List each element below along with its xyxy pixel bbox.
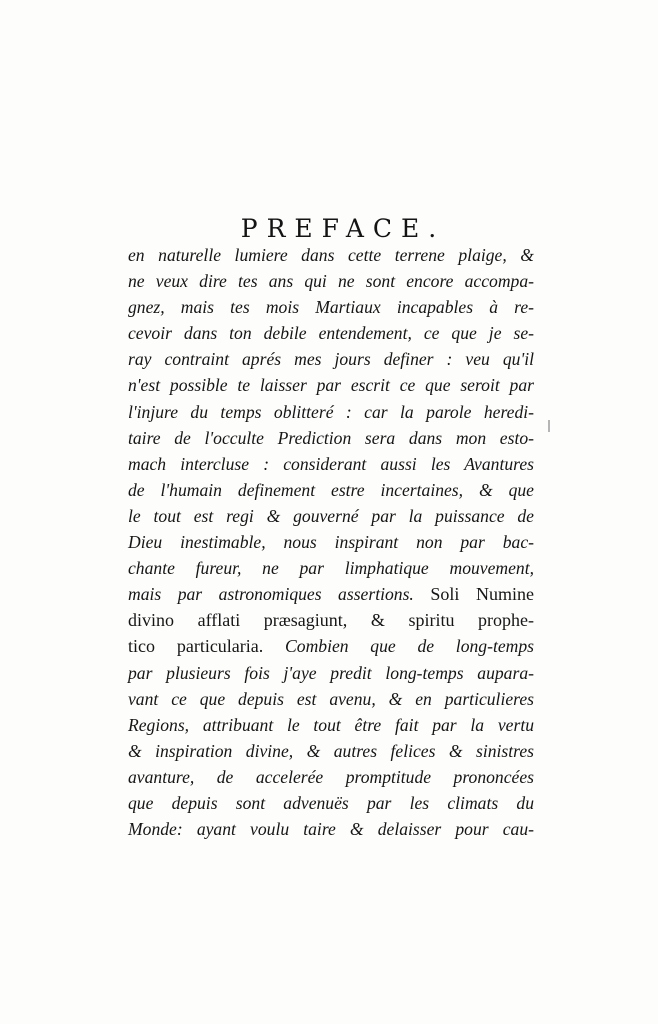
text-line (128, 607, 534, 633)
text-line (128, 712, 534, 738)
text-line (128, 738, 534, 764)
text-segment: l'injure du temps oblitteré : car la parole heredi- (128, 401, 534, 422)
text-line (128, 294, 534, 320)
text-segment: gnez, mais tes mois Martiaux incapables à re- (128, 297, 534, 318)
text-segment: chante fureur, ne par limphatique mouvement, (128, 558, 534, 579)
text-line (128, 790, 534, 816)
text-segment: mach intercluse : considerant aussi les Avantures (128, 453, 534, 474)
text-segment: Combien que de long-temps (263, 636, 534, 657)
text-line (128, 764, 534, 790)
text-line (128, 633, 534, 659)
text-segment: que depuis sont advenuës par les climats du (128, 792, 534, 813)
running-head: PREFACE. (240, 214, 446, 243)
text-line (128, 555, 534, 581)
text-segment: Dieu inestimable, nous inspirant non par bac- (128, 532, 534, 553)
text-line (128, 268, 534, 294)
text-segment: en naturelle lumiere dans cette terrene plaige, & (128, 245, 534, 265)
text-line (128, 581, 534, 607)
text-line (128, 660, 534, 686)
text-segment: n'est possible te laisser par escrit ce que seroit par (128, 375, 534, 396)
text-line (128, 686, 534, 712)
text-line (128, 816, 534, 842)
text-segment: Monde: ayant voulu taire & delaisser pour cau- (128, 819, 534, 840)
text-line (128, 346, 534, 372)
text-line (128, 451, 534, 477)
text-segment: cevoir dans ton debile entendement, ce que je se- (128, 323, 534, 344)
text-line (128, 242, 534, 268)
text-segment: ray contraint aprés mes jours definer : veu qu'il (128, 349, 534, 370)
text-line (128, 503, 534, 529)
text-line (128, 320, 534, 346)
text-segment: le tout est regi & gouverné par la puissance de (128, 505, 534, 526)
text-segment: vant ce que depuis est avenu, & en particulieres (128, 688, 534, 709)
text-line (128, 529, 534, 555)
text-line (128, 372, 534, 398)
text-line (128, 425, 534, 451)
text-segment: mais par astronomiques assertions. (128, 584, 414, 605)
text-line (128, 477, 534, 503)
text-segment: par plusieurs fois j'aye predit long-temps aupara- (128, 662, 534, 683)
text-segment: Soli Numine (413, 584, 534, 605)
text-line (128, 399, 534, 425)
text-segment: taire de l'occulte Prediction sera dans mon esto- (128, 427, 534, 448)
text-segment: ne veux dire tes ans qui ne sont encore accompa- (128, 271, 534, 292)
text-segment: & inspiration divine, & autres felices & sinistres (128, 740, 534, 761)
text-segment: de l'humain definement estre incertaines, & que (128, 479, 534, 500)
text-segment: Regions, attribuant le tout être fait par la vertu (128, 714, 534, 735)
text-segment: tico particularia. (128, 636, 264, 657)
text-segment: avanture, de accelerée promptitude prononcées (128, 766, 534, 787)
text-segment: divino afflati præsagiunt, & spiritu prophe- (128, 610, 534, 631)
margin-mark (548, 420, 550, 432)
body-text (128, 242, 534, 842)
